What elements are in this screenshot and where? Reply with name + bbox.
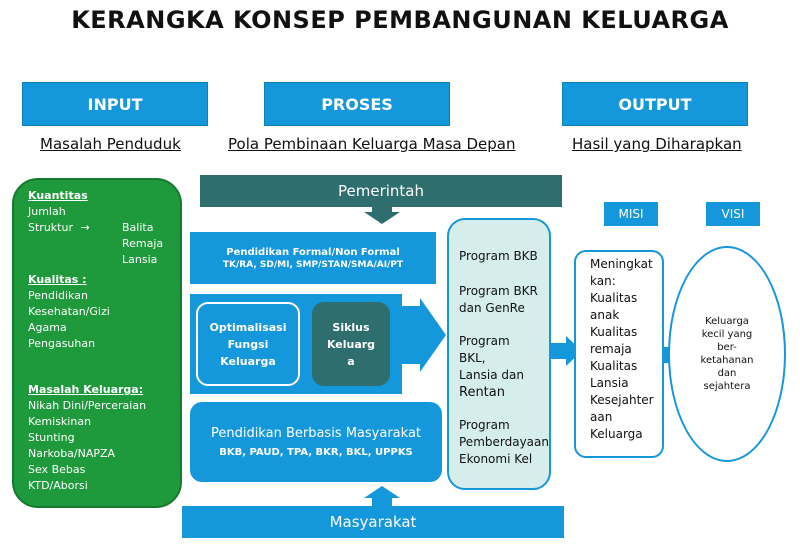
- struktur-label: Struktur: [28, 221, 73, 234]
- input-subheader: Masalah Penduduk: [40, 135, 181, 153]
- proses-header: [264, 82, 450, 126]
- output-header-label: OUTPUT: [618, 94, 692, 114]
- jumlah-label: Jumlah: [28, 205, 66, 218]
- visi-label: VISI: [721, 207, 745, 221]
- misi-line: Kualitas: [590, 291, 638, 305]
- arrow-right-icon: [400, 298, 446, 372]
- masalah-item: Kemiskinan: [28, 415, 92, 428]
- misi-line: remaja: [590, 342, 632, 356]
- misi-box: [574, 250, 664, 458]
- visi-line: Keluarga: [705, 316, 749, 327]
- remaja-label: Remaja: [122, 237, 164, 250]
- optimalisasi-line1: Optimalisasi: [209, 320, 287, 334]
- kualitas-item: Kesehatan/Gizi: [28, 305, 110, 318]
- siklus-line1: Siklus: [332, 320, 370, 334]
- program-pemberdayaan-line1: Program: [459, 418, 510, 432]
- masyarakat-bar: [182, 506, 564, 538]
- pemerintah-bar: [200, 175, 562, 207]
- kualitas-item: Pengasuhan: [28, 337, 96, 350]
- visi-line: kecil yang: [701, 329, 753, 340]
- pendidikan-formal-box: [190, 232, 436, 284]
- misi-line: Kesejahter: [590, 393, 654, 407]
- lansia-label: Lansia: [122, 253, 158, 266]
- kualitas-item: Agama: [28, 321, 67, 334]
- proses-subheader: Pola Pembinaan Keluarga Masa Depan: [228, 135, 516, 153]
- masalah-item: Narkoba/NAPZA: [28, 447, 116, 460]
- arrow-up-icon: [364, 486, 400, 506]
- misi-line: Kualitas: [590, 359, 638, 373]
- output-subheader: Hasil yang Diharapkan: [572, 135, 742, 153]
- balita-label: Balita: [122, 221, 154, 234]
- pendidikan-masyarakat-box: [190, 402, 442, 482]
- kuantitas-title: Kuantitas: [28, 189, 88, 202]
- program-bkb: Program BKB: [459, 249, 538, 263]
- misi-line: kan:: [590, 274, 616, 288]
- optimalisasi-fungsi-box: [196, 302, 300, 386]
- misi-line: Lansia: [590, 376, 629, 390]
- input-header-label: INPUT: [87, 94, 143, 114]
- kualitas-item: Pendidikan: [28, 289, 88, 302]
- misi-line: anak: [590, 308, 620, 322]
- misi-line: Kualitas: [590, 325, 638, 339]
- arrow-icon: →: [80, 221, 90, 234]
- program-pemberdayaan-line2: Pemberdayaan: [459, 435, 549, 449]
- misi-line: Meningkat: [590, 257, 653, 271]
- kualitas-title: Kualitas :: [28, 273, 87, 286]
- siklus-line2: Keluarg: [326, 337, 376, 351]
- visi-line: ketahanan: [700, 355, 754, 366]
- masalah-item: Stunting: [28, 431, 75, 444]
- page-title: KERANGKA KONSEP PEMBANGUNAN KELUARGA: [71, 6, 729, 34]
- misi-line: aan: [590, 410, 613, 424]
- program-bkl-line2: Lansia dan: [459, 368, 524, 382]
- program-bkl-line3: Rentan: [459, 385, 505, 400]
- program-bkr-line2: dan GenRe: [459, 301, 525, 315]
- visi-label-box: [706, 202, 760, 226]
- program-bkl-line1: Program BKL,: [459, 334, 510, 365]
- masalah-keluarga-title: Masalah Keluarga:: [28, 383, 144, 396]
- masalah-item: Nikah Dini/Perceraian: [28, 399, 147, 412]
- masalah-item: Sex Bebas: [28, 463, 86, 476]
- program-bkr-line1: Program BKR: [459, 284, 538, 298]
- masalah-item: KTD/Aborsi: [28, 479, 88, 492]
- programs-box: [447, 218, 551, 490]
- visi-ellipse: [668, 246, 786, 462]
- optimalisasi-line3: Keluarga: [220, 354, 276, 368]
- masyarakat-label: Masyarakat: [329, 513, 417, 531]
- input-problems-box: [12, 178, 182, 508]
- pendidikan-formal-levels: TK/RA, SD/MI, SMP/STAN/SMA/AI/PT: [222, 259, 404, 270]
- siklus-line3: a: [347, 354, 355, 368]
- visi-line: sejahtera: [703, 381, 751, 392]
- misi-label: MISI: [618, 207, 644, 221]
- misi-line: Keluarga: [590, 427, 643, 441]
- misi-label-box: [604, 202, 658, 226]
- pendidikan-masyarakat-title: Pendidikan Berbasis Masyarakat: [210, 426, 422, 441]
- pendidikan-formal-title: Pendidikan Formal/Non Formal: [226, 246, 400, 258]
- visi-line: dan: [717, 368, 737, 379]
- input-header: [22, 82, 208, 126]
- pemerintah-label: Pemerintah: [337, 182, 424, 200]
- siklus-keluarga-box: [312, 302, 390, 386]
- pendidikan-masyarakat-programs: BKB, PAUD, TPA, BKR, BKL, UPPKS: [219, 447, 413, 458]
- output-header: [562, 82, 748, 126]
- struktur-row: [28, 220, 180, 236]
- program-pemberdayaan-line3: Ekonomi Kel: [459, 452, 533, 466]
- arrow-down-icon: [364, 207, 400, 224]
- optimalisasi-line2: Fungsi: [227, 337, 269, 351]
- proses-header-label: PROSES: [321, 94, 393, 114]
- visi-line: ber-: [717, 342, 737, 353]
